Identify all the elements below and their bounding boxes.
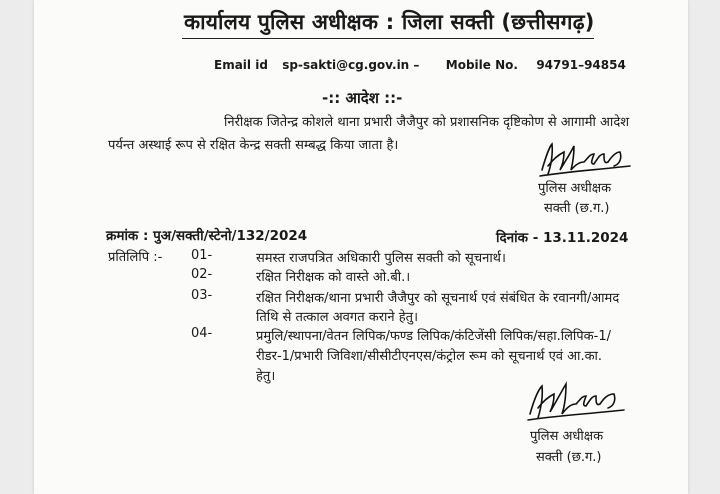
mobile-label: Mobile No. [445,58,518,72]
copy-to-label: प्रतिलिपि :- [108,250,163,265]
copy-item-number: 01- [191,248,213,263]
signature-2-location: सक्ती (छ.ग.) [536,450,602,465]
signature-2-designation: पुलिस अधीक्षक [530,429,604,444]
copy-item-text: प्रमुलि/स्थापना/वेतन लिपिक/फण्ड लिपिक/कंटिजेंसी लिपिक/सहा.लिपिक-1/ [256,329,611,344]
copy-item-text: समस्त राजपत्रित अधिकारी पुलिस सक्ती को सूचनार्थ। [256,251,506,266]
order-heading: -:: आदेश ::- [322,89,403,107]
signature-1-mark [534,136,634,180]
signature-2-mark [524,376,628,424]
mobile-number: 94791–94854 [536,58,626,72]
email-label: Email id [214,58,268,72]
title-underline [182,38,594,39]
email-address: sp-sakti@cg.gov.in – [282,58,420,72]
signature-1-designation: पुलिस अधीक्षक [538,181,612,196]
copy-item-number: 03- [191,288,213,303]
copy-item-text: रक्षित निरीक्षक को वास्ते ओ.बी.। [256,270,411,285]
order-body-line-2: पर्यन्त अस्थाई रूप से रक्षित केन्द्र सक्ती सम्बद्ध किया जाता है। [108,138,399,153]
order-body-line-1: निरीक्षक जितेन्द्र कोशले थाना प्रभारी जैजैपुर को प्रशासनिक दृष्टिकोण से आगामी आदेश [224,115,630,130]
office-title: कार्यालय पुलिस अधीक्षक : जिला सक्ती (छत्तीसगढ़) [184,10,595,34]
copy-item-text: हेतु। [256,369,276,384]
copy-item-text: रीडर-1/प्रभारी जिविशा/सीसीटीएनएस/कंट्रोल रूम को सूचनार्थ एवं आ.का. [256,349,603,364]
copy-item-text: तिथि से तत्काल अवगत कराने हेतु। [256,310,418,325]
signature-1-location: सक्ती (छ.ग.) [544,201,610,216]
document-page [34,0,688,494]
copy-item-number: 02- [191,267,213,282]
copy-item-number: 04- [191,326,213,341]
reference-number: क्रमांक : पुअ/सक्ती/स्टेनो/132/2024 [106,228,308,244]
reference-date: दिनांक - 13.11.2024 [496,230,629,246]
contact-line [214,58,626,72]
copy-item-text: रक्षित निरीक्षक/थाना प्रभारी जैजैपुर को सूचनार्थ एवं संबंधित के रवानगी/आमद [256,291,620,306]
